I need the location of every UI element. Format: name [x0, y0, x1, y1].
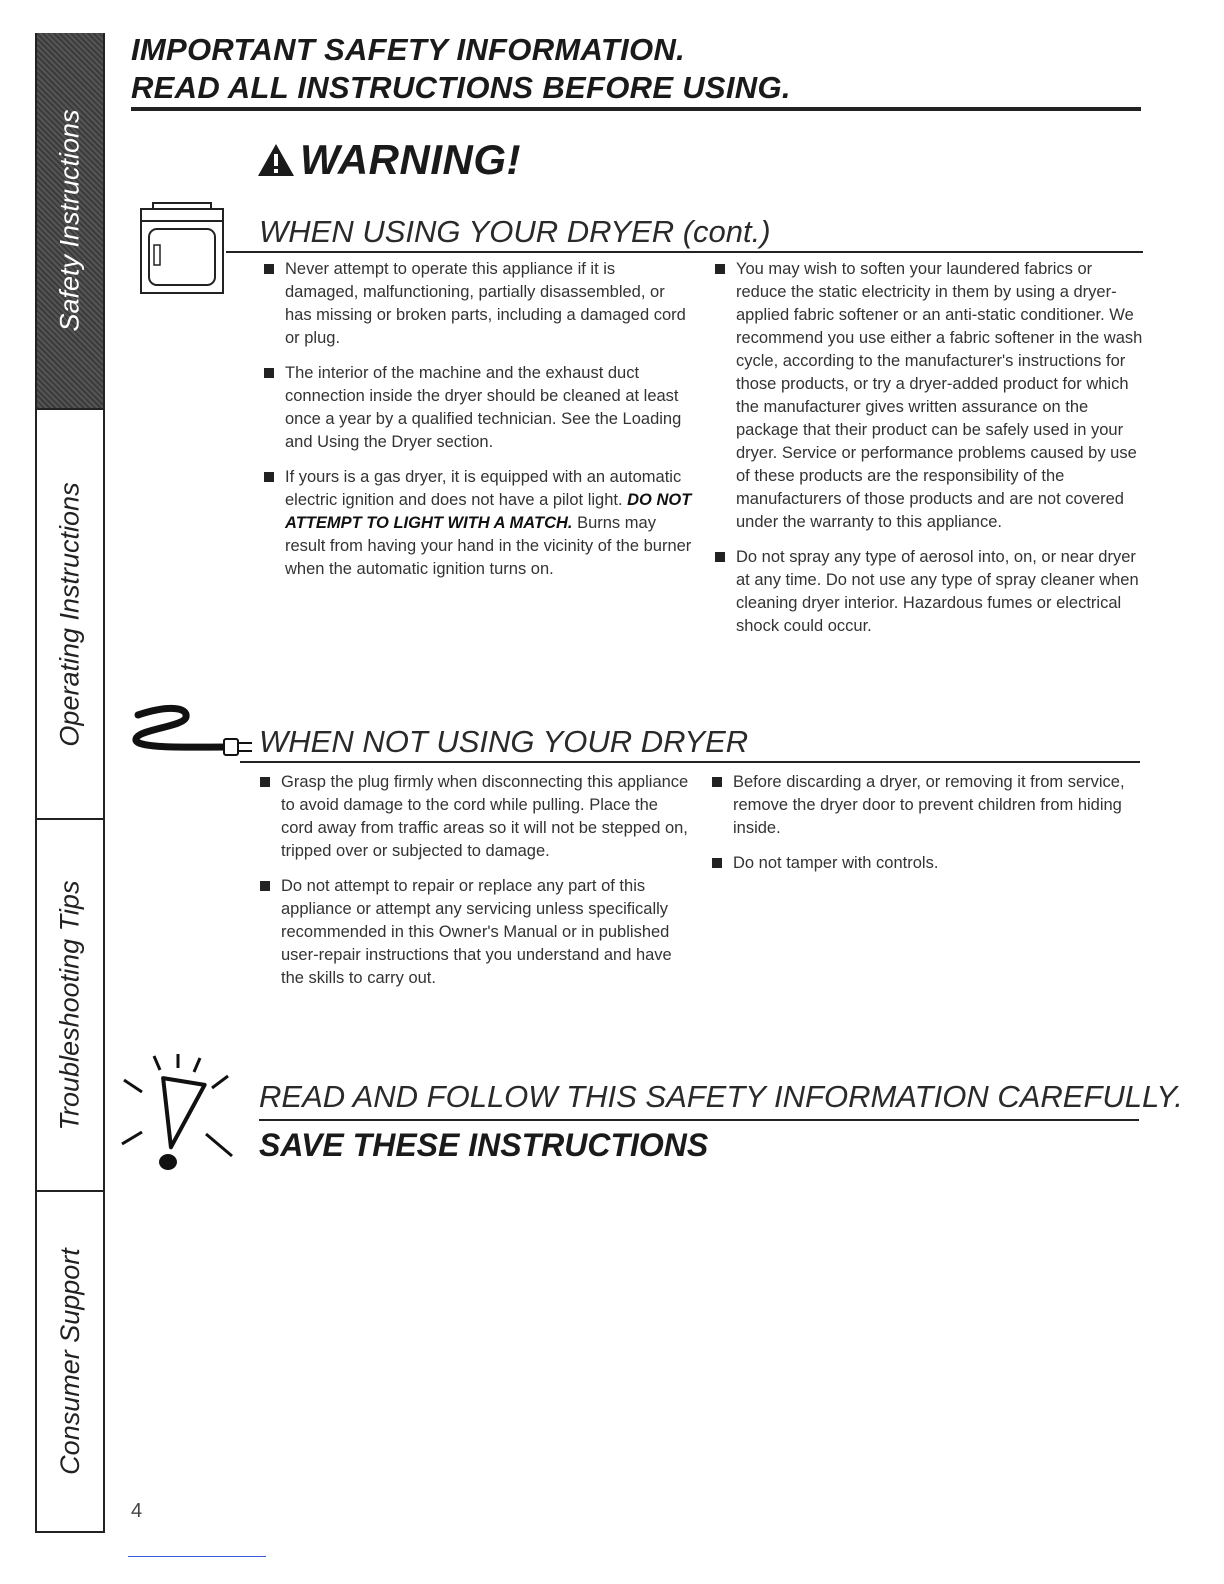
bullet-item: Never attempt to operate this appliance if it is damaged, malfunctioning, partially disassembled, or has missing or broken parts, including a damaged cord or plug. [263, 258, 693, 350]
not-using-right-column [711, 771, 1141, 887]
bullet-item: Do not tamper with controls. [711, 852, 1141, 875]
footer-rule [259, 1119, 1139, 1121]
section-title-when-not-using: WHEN NOT USING YOUR DRYER [259, 724, 749, 759]
header-line-1: IMPORTANT SAFETY INFORMATION. [131, 32, 686, 67]
section-rule [240, 761, 1140, 763]
bullet-item: Before discarding a dryer, or removing it from service, remove the dryer door to prevent children from hiding inside. [711, 771, 1141, 840]
section-tabs [35, 33, 105, 1533]
save-instructions-statement: SAVE THESE INSTRUCTIONS [259, 1127, 709, 1163]
bullet-item: The interior of the machine and the exhaust duct connection inside the dryer should be cleaned at least once a year by a qualified technician. See the Loading and Using the Dryer section. [263, 362, 693, 454]
exclamation-burst-icon [116, 1052, 240, 1176]
tab-label: Safety Instructions [54, 109, 85, 332]
read-follow-statement: READ AND FOLLOW THIS SAFETY INFORMATION CAREFULLY. [259, 1079, 1183, 1114]
bottom-link-underline [128, 1556, 266, 1557]
header-line-2: READ ALL INSTRUCTIONS BEFORE USING. [131, 70, 791, 105]
tab-label: Consumer Support [54, 1248, 85, 1475]
bold-warning-text: DO NOT ATTEMPT TO LIGHT WITH A MATCH. [285, 491, 692, 532]
bullet-item: Grasp the plug firmly when disconnecting this appliance to avoid damage to the cord while pulling. Place the cord away from traffic areas so it will not be stepped on, tripped over or subjected to damage. [259, 771, 689, 863]
warning-label: WARNING! [300, 136, 521, 183]
bullet-item: You may wish to soften your laundered fabrics or reduce the static electricity in them by using a dryer-applied fabric softener or an anti-static conditioner. We recommend you use either a fabric softener in the wash cycle, according to the manufacturer's instructions for those products, or try a dryer-added product for which the manufacturer gives written assurance on the package that their product can be safely used in your dryer. Service or performance problems caused by use of these products are the responsibility of the manufacturers of those products and are not covered under the warranty to this appliance. [714, 258, 1144, 534]
power-cord-plug-icon [128, 703, 258, 763]
tab-label: Operating Instructions [54, 481, 85, 747]
tab-safety-instructions[interactable] [37, 33, 103, 410]
tab-troubleshooting-tips[interactable] [37, 820, 103, 1192]
bullet-item: Do not attempt to repair or replace any part of this appliance or attempt any servicing unless specifically recommended in this Owner's Manual or in published user-repair instructions that you understand and have the skills to carry out. [259, 875, 689, 990]
using-left-column [263, 258, 693, 593]
using-right-column [714, 258, 1144, 650]
bullet-item: If yours is a gas dryer, it is equipped with an automatic electric ignition and does not have a pilot light. DO NOT ATTEMPT TO LIGHT WITH A MATCH. Burns may result from having your hand in the vicinity of the burner when the automatic ignition turns on. [263, 466, 693, 581]
section-rule [226, 251, 1143, 253]
tab-consumer-support[interactable] [37, 1192, 103, 1533]
bullet-item: Do not spray any type of aerosol into, on, or near dryer at any time. Do not use any type of spray cleaner when cleaning dryer interior. Hazardous fumes or electrical shock could occur. [714, 546, 1144, 638]
tab-operating-instructions[interactable] [37, 410, 103, 820]
tab-label: Troubleshooting Tips [54, 880, 85, 1130]
header-rule [131, 107, 1141, 111]
not-using-left-column [259, 771, 689, 1002]
warning-heading [256, 136, 521, 184]
page-number: 4 [131, 1500, 143, 1522]
dryer-icon [138, 201, 226, 295]
section-title-when-using: WHEN USING YOUR DRYER (cont.) [259, 214, 771, 249]
warning-triangle-icon [256, 142, 296, 178]
